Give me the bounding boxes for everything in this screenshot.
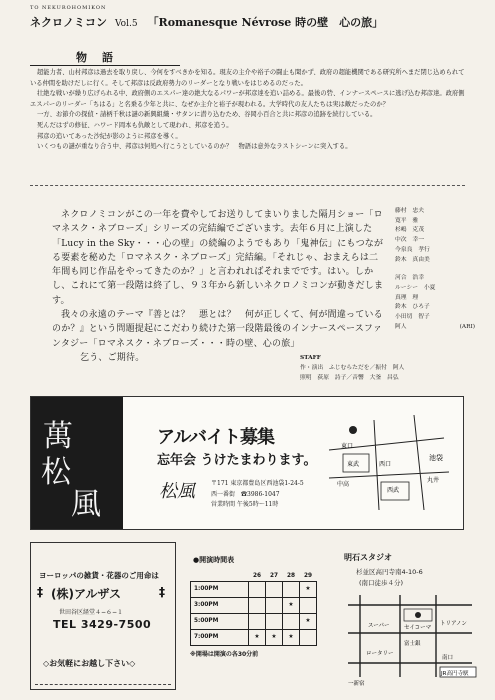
party-line: 忘年会 うけたまわります。 xyxy=(157,453,317,468)
greeting-section xyxy=(52,208,387,365)
map-label: 丸井 xyxy=(427,477,440,484)
cast-member: 小田切 智子 xyxy=(395,314,430,321)
alsace-advertisement xyxy=(30,542,176,690)
schedule-section xyxy=(190,555,330,658)
schedule-note: ※開場は開演の各30分前 xyxy=(190,650,259,658)
decor-symbol: ‡ xyxy=(159,585,165,599)
map-label: 東口 xyxy=(341,443,354,450)
mark-cell: ★ xyxy=(283,629,300,645)
logo-char: 風 xyxy=(71,487,101,522)
shop-address xyxy=(211,479,304,511)
mark-cell xyxy=(266,581,283,597)
story-paragraph: 壮絶な戦いが繰り広げられる中、政府側のエスパー達の絶大なるパワーが邦彦達を追い詰める。最後の砦、インナースペースに逃げ込む邦彦達。政府側エスパーのリーダー「ちはる」と名乗る少年と共に、なぜか主介と裕子が現われる。大学時代の友人たちは実は敵だったのか？ xyxy=(30,90,465,108)
table-row xyxy=(191,581,317,597)
cast-list xyxy=(395,207,475,332)
staff-line: 作・演出 ふじむらただを／振付 阿人 xyxy=(300,365,405,371)
shofu-map xyxy=(319,410,459,518)
greeting-paragraph: ネクロノミコンがこの一年を費やしてお送りしてまいりました隔月ショー「ロマネスク・ネブローズ」シリーズの完結編でございます。去年６月に上演した「Lucy in the Sky・・・心の壁」の続編のようでもあり「鬼神伝」にもつながる要素を秘めた「ロマネスク・ネブローズ」完結編。「それじゃ、おまえらは二年間も同じ作品をやってきたのか？」と言われればそれまでです。はい。しかし、これにて第一段階は終了し、９３年から新しいネクロノミコンが動きだします。 xyxy=(52,210,384,306)
map-label: 西口 xyxy=(379,461,392,468)
map-label: JR高円寺駅 xyxy=(441,671,469,677)
mark-cell xyxy=(266,597,283,613)
recruit-headline: アルバイト募集 xyxy=(157,427,275,448)
table-row xyxy=(191,597,317,613)
time-cell: 3:00PM xyxy=(191,597,249,613)
shop-address: 世田谷区経堂４−６−１ xyxy=(59,609,124,616)
mark-cell: ★ xyxy=(300,581,317,597)
page-header xyxy=(30,14,383,30)
map-label: 中高 xyxy=(337,481,350,488)
map-label: 一新宿 xyxy=(348,681,365,687)
map-label: 富士銀 xyxy=(404,641,421,647)
map-label: ロータリー xyxy=(366,651,394,657)
day-header: 26 xyxy=(249,571,266,581)
ad-tagline: ヨーロッパの雑貨・花器のご用命は xyxy=(39,571,159,580)
map-label: 池袋 xyxy=(429,454,443,462)
shop-name: 松風 xyxy=(159,481,195,502)
cast-member: 中次 幸一 xyxy=(395,237,424,244)
time-cell: 5:00PM xyxy=(191,613,249,629)
cast-member: 河合 浩幸 xyxy=(395,275,424,282)
address-line: 西一番街 ☎3986-1047 xyxy=(211,490,280,498)
table-row xyxy=(191,613,317,629)
volume-label: Vol.5 xyxy=(115,19,138,29)
address-line: 〒171 東京都豊島区西池袋1-24-5 xyxy=(211,480,304,487)
mark-cell xyxy=(249,597,266,613)
mark-cell xyxy=(283,613,300,629)
day-header: 27 xyxy=(266,571,283,581)
decor-symbol: ‡ xyxy=(37,585,43,599)
staff-line: 照明 荻原 詩子／音響 大釜 昌弘 xyxy=(300,375,399,381)
mark-cell: ★ xyxy=(300,613,317,629)
venue-map xyxy=(340,585,480,691)
cast-member: 寛平 雅 xyxy=(395,217,419,224)
map-label: セイコーマ xyxy=(404,625,432,631)
venue-address: 杉並区高円寺南4-10-6 xyxy=(356,568,423,576)
cast-member: 杉嶋 克茂 xyxy=(395,227,424,234)
magazine-title: ネクロノミコン xyxy=(30,16,107,29)
welcome-line: ◇お気軽にお越し下さい◇ xyxy=(43,659,136,668)
story-paragraph: 超能力者、山村邦彦は過去を取り戻し、今何をすべきかを知る。現友の主介や裕子の闘止も聞かず、政府の超能機関である研究所へまだ閉じ込められている仲間を助けだしに行く。そして邦彦は反政府勢力のリーダーとなり戦いをはじめるのだった。 xyxy=(30,69,465,87)
staff-label: STAFF xyxy=(300,355,321,361)
venue-section xyxy=(340,549,480,691)
schedule-table xyxy=(190,571,317,646)
show-subtitle: 「Romanesque Névrose 時の壁 心の旅」 xyxy=(147,16,384,29)
greeting-signoff: 乞う、ご期待。 xyxy=(80,352,145,363)
map-label: 東武 xyxy=(347,461,360,468)
map-label: スーパー xyxy=(368,623,390,629)
shofu-advertisement xyxy=(30,396,464,530)
mark-cell xyxy=(249,613,266,629)
cast-member: 真理 理 xyxy=(395,294,419,301)
map-label: 西武 xyxy=(387,487,400,494)
hours-line: 営業時間 午後5時〜11時 xyxy=(211,501,279,508)
story-text xyxy=(30,68,465,153)
mark-cell xyxy=(266,613,283,629)
cast-member: 鈴木 真由美 xyxy=(395,256,430,263)
shofu-logo xyxy=(31,397,123,529)
mark-cell: ★ xyxy=(266,629,283,645)
cast-member: ルーシー 小夏 xyxy=(395,284,436,291)
venue-name: 明石スタジオ xyxy=(344,553,392,562)
story-paragraph: 死んだはずの修征、ハワード岡本も仇敵として現われ、邦彦を追う。 xyxy=(37,121,233,129)
cast-member: 鈴木 ひろ子 xyxy=(395,304,430,311)
map-label: 南口 xyxy=(442,655,454,661)
map-label: トリアノン xyxy=(440,621,467,627)
staff-credits xyxy=(300,353,490,383)
cast-member: 今泉良 孝行 xyxy=(395,246,430,253)
greeting-paragraph: 我々の永遠のテーマ『善とは？ 悪とは？ 何が正しくて、何が間違っているのか？』という問題提起にこだわり続けた第一段階最後のインナースペースファンタジー「ロマネスク・ネブローズ・・・時の壁、心の旅」 xyxy=(52,310,383,349)
day-header: 29 xyxy=(300,571,317,581)
corner-cell xyxy=(191,571,249,581)
table-row xyxy=(191,629,317,645)
shop-name: (株)アルザス xyxy=(51,587,122,601)
story-heading-rule xyxy=(30,52,180,66)
time-cell: 1:00PM xyxy=(191,581,249,597)
cast-member: 阿人 xyxy=(395,323,407,330)
shop-phone: TEL 3429-7500 xyxy=(53,618,152,631)
mark-cell xyxy=(249,581,266,597)
story-paragraph: 一方、お節介の探偵・請柄千秋は謎の新興組織・サタンに潜り込むため、谷岡小百合と共に邦彦の追跡を続行している。 xyxy=(37,111,377,119)
logo-char: 松 xyxy=(41,455,71,490)
story-paragraph: 邦彦の追いてあった沙紀が影のように邦彦を導く。 xyxy=(37,132,182,140)
mark-cell xyxy=(300,597,317,613)
header-small-label: TO NEKUROHOMIKON xyxy=(30,5,107,11)
cast-note: (ARI) xyxy=(459,323,475,330)
cast-member: 藤村 忠夫 xyxy=(395,208,424,214)
story-section xyxy=(30,68,465,186)
story-paragraph: いくつもの謎が重なり合う中、邦彦は何処へ行こうとしているのか？ 物語は意外なラストシーンに突入する。 xyxy=(37,143,352,151)
mark-cell xyxy=(283,581,300,597)
venue-walk: (南口徒歩４分) xyxy=(359,579,404,587)
schedule-title: ●開演時間表 xyxy=(193,556,235,564)
time-cell: 7:00PM xyxy=(191,629,249,645)
mark-cell xyxy=(300,629,317,645)
mark-cell: ★ xyxy=(283,597,300,613)
divider xyxy=(35,684,171,685)
mark-cell: ★ xyxy=(249,629,266,645)
story-heading: 物 語 xyxy=(76,51,115,64)
day-header: 28 xyxy=(283,571,300,581)
logo-char: 萬 xyxy=(43,419,73,454)
